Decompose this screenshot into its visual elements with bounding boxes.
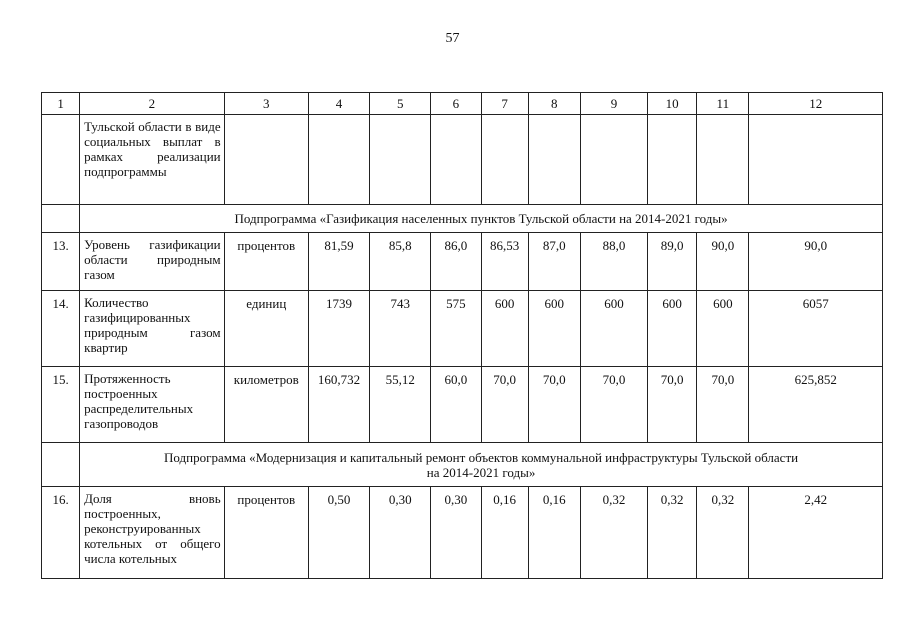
column-header: 6 [431,93,481,115]
column-header: 3 [224,93,308,115]
column-header: 11 [697,93,749,115]
value-cell: 0,30 [431,487,481,579]
value-cell: 600 [528,291,580,367]
column-header: 12 [749,93,883,115]
value-cell: 0,30 [370,487,431,579]
indicator-description: Доля вновь построенных, реконструированных котельных от общего числа котельных [80,487,225,579]
value-cell: 81,59 [308,233,369,291]
value-cell: 89,0 [648,233,697,291]
row-number: 13. [42,233,80,291]
table-row [42,487,883,579]
indicator-description: Тульской области в виде социальных выплат в рамках реализации подпрограммы [80,115,225,205]
unit-cell: процентов [224,233,308,291]
unit-cell: единиц [224,291,308,367]
value-cell: 85,8 [370,233,431,291]
value-cell: 160,732 [308,367,369,443]
subprogram-row [42,443,883,487]
row-number: 16. [42,487,80,579]
value-cell: 0,32 [697,487,749,579]
value-cell: 70,0 [697,367,749,443]
value-cell: 600 [697,291,749,367]
value-cell: 70,0 [648,367,697,443]
column-number-row [42,93,883,115]
value-cell: 0,32 [580,487,647,579]
table-row [42,115,883,205]
table-row [42,233,883,291]
value-cell: 86,0 [431,233,481,291]
value-cell: 600 [481,291,528,367]
value-cell: 600 [580,291,647,367]
subprogram-title: Подпрограмма «Газификация населенных пунктов Тульской области на 2014-2021 годы» [80,205,883,233]
value-cell: 70,0 [580,367,647,443]
value-cell: 2,42 [749,487,883,579]
value-cell: 625,852 [749,367,883,443]
value-cell: 90,0 [749,233,883,291]
value-cell: 86,53 [481,233,528,291]
indicator-description: Количество газифицированных природным газом квартир [80,291,225,367]
value-cell: 70,0 [481,367,528,443]
value-cell: 600 [648,291,697,367]
value-cell: 87,0 [528,233,580,291]
value-cell: 70,0 [528,367,580,443]
value-cell: 6057 [749,291,883,367]
value-cell: 90,0 [697,233,749,291]
value-cell: 1739 [308,291,369,367]
column-header: 4 [308,93,369,115]
column-header: 1 [42,93,80,115]
column-header: 7 [481,93,528,115]
column-header: 5 [370,93,431,115]
column-header: 10 [648,93,697,115]
value-cell: 55,12 [370,367,431,443]
column-header: 9 [580,93,647,115]
value-cell: 0,16 [528,487,580,579]
row-number: 15. [42,367,80,443]
column-header: 8 [528,93,580,115]
value-cell: 743 [370,291,431,367]
page-number: 57 [445,31,460,46]
subprogram-title-line: Подпрограмма «Модернизация и капитальный ремонт объектов коммунальной инфраструктуры Тульской области [164,449,799,465]
unit-cell: километров [224,367,308,443]
subprogram-title-line: на 2014-2021 годы» [426,464,536,480]
value-cell: 0,32 [648,487,697,579]
indicators-table [41,92,883,579]
subprogram-row [42,205,883,233]
value-cell: 88,0 [580,233,647,291]
value-cell: 0,50 [308,487,369,579]
value-cell: 575 [431,291,481,367]
indicator-description: Уровень газификации области природным газом [80,233,225,291]
column-header: 2 [80,93,225,115]
unit-cell: процентов [224,487,308,579]
subprogram-title [80,443,883,487]
value-cell: 60,0 [431,367,481,443]
table-row [42,367,883,443]
table-row [42,291,883,367]
row-number: 14. [42,291,80,367]
indicator-description: Протяженность построенных распределительных газопроводов [80,367,225,443]
value-cell: 0,16 [481,487,528,579]
